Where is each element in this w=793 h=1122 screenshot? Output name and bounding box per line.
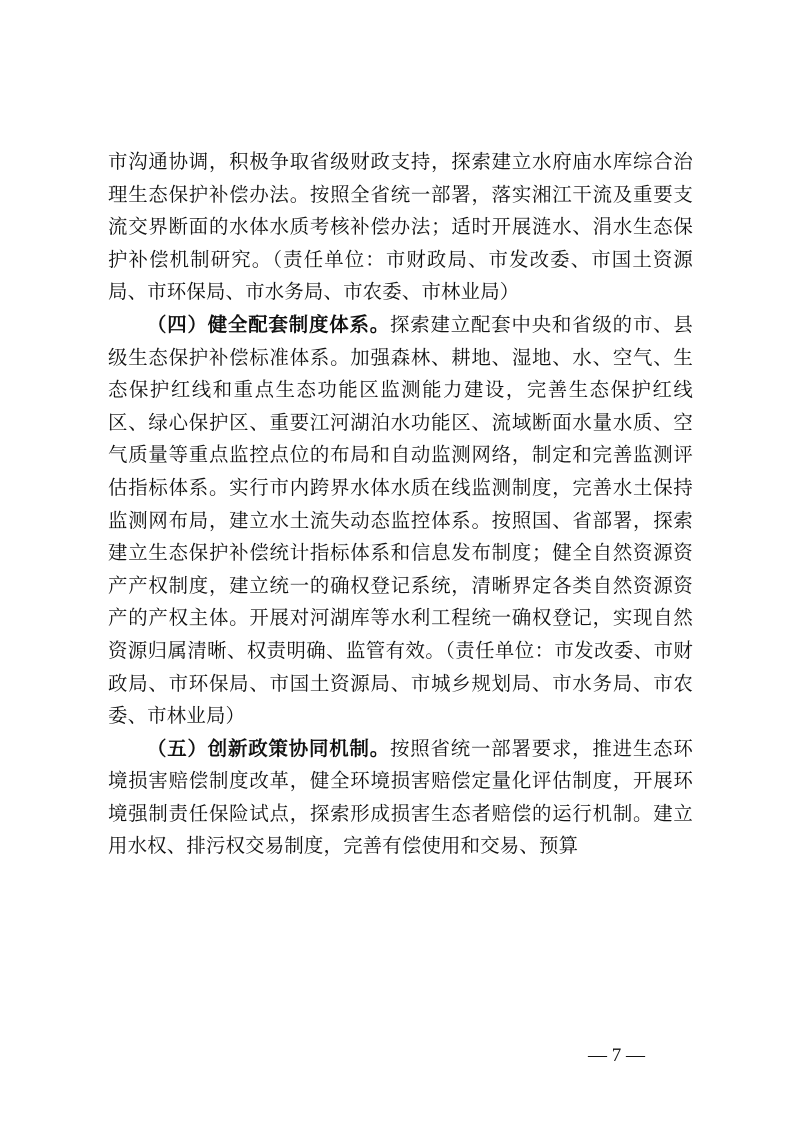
paragraph-section-4 [108,309,693,733]
section-heading-4: （四）健全配套制度体系。 [147,312,390,336]
paragraph-section-5 [108,733,693,863]
paragraph-text: 市沟通协调，积极争取省级财政支持，探索建立水府庙水库综合治理生态保护补偿办法。按照全省统一部署，落实湘江干流及重要支流交界断面的水体水质考核补偿办法；适时开展涟水、涓水生态保护补偿机制研究。（责任单位：市财政局、市发改委、市国土资源局、市环保局、市水务局、市农委、市林业局） [108,150,693,304]
page-number: — 7 — [588,1045,645,1066]
section-heading-5: （五）创新政策协同机制。 [147,736,390,760]
paragraph-continuation [108,146,693,309]
paragraph-text: 探索建立配套中央和省级的市、县级生态保护补偿标准体系。加强森林、耕地、湿地、水、空气、生态保护红线和重点生态功能区监测能力建设，完善生态保护红线区、绿心保护区、重要江河湖泊水功能区、流域断面水量水质、空气质量等重点监控点位的布局和自动监测网络，制定和完善监测评估指标体系。实行市内跨界水体水质在线监测制度，完善水土保持监测网布局，建立水土流失动态监控体系。按照国、省部署，探索建立生态保护补偿统计指标体系和信息发布制度；健全自然资源资产产权制度，建立统一的确权登记系统，清晰界定各类自然资源资产的产权主体。开展对河湖库等水利工程统一确权登记，实现自然资源归属清晰、权责明确、监管有效。（责任单位：市发改委、市财政局、市环保局、市国土资源局、市城乡规划局、市水务局、市农委、市林业局） [108,312,694,728]
paragraph-text: 按照省统一部署要求，推进生态环境损害赔偿制度改革，健全环境损害赔偿定量化评估制度，开展环境强制责任保险试点，探索形成损害生态者赔偿的运行机制。建立用水权、排污权交易制度，完善有偿使用和交易、预算 [108,736,694,858]
document-body [108,146,693,863]
